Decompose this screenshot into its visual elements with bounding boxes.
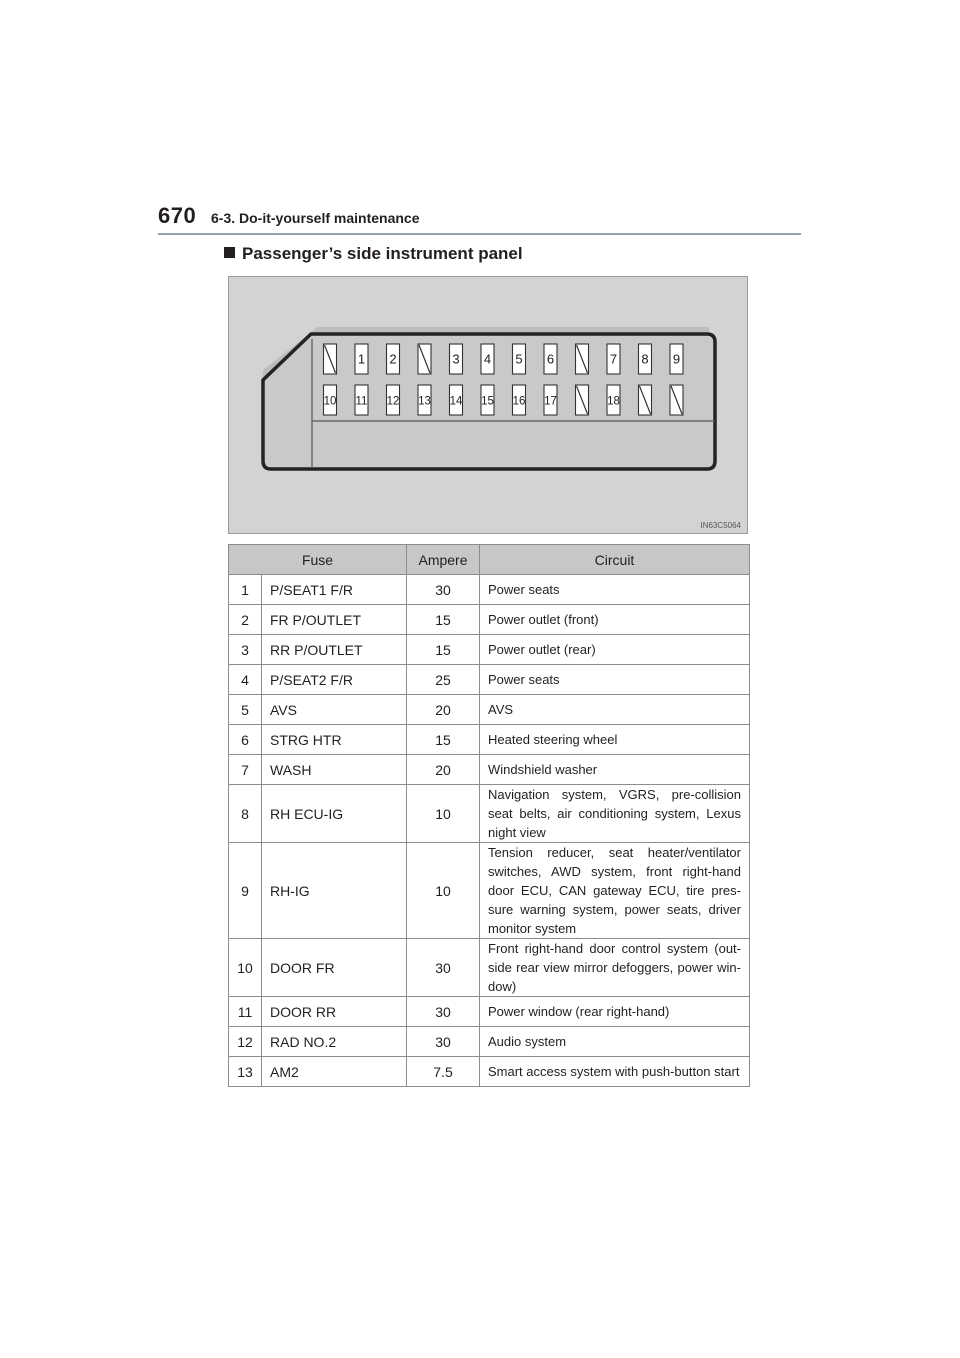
fuse-slot-label: 5 (515, 351, 523, 367)
fuse-slot-label: 13 (418, 395, 431, 408)
section-heading: 6-3. Do-it-yourself maintenance (211, 210, 420, 226)
fuse-ampere: 15 (407, 605, 480, 635)
fuse-number: 8 (229, 785, 262, 843)
fuse-name: DOOR RR (262, 997, 407, 1027)
table-row (229, 665, 750, 695)
fuse-ampere: 10 (407, 785, 480, 843)
fuse-box-diagram (229, 277, 747, 533)
fuse-number: 11 (229, 997, 262, 1027)
fuse-circuit: AVS (480, 695, 750, 725)
fuse-circuit: Smart access system with push-button start (480, 1057, 750, 1087)
table-row (229, 785, 750, 843)
fuse-table-header (229, 545, 750, 575)
fuse-ampere: 7.5 (407, 1057, 480, 1087)
table-row (229, 939, 750, 997)
section-title-text: Passenger’s side instrument panel (242, 244, 523, 263)
fuse-slot-label: 12 (386, 395, 400, 408)
fuse-number: 9 (229, 843, 262, 939)
fuse-name: FR P/OUTLET (262, 605, 407, 635)
table-row (229, 695, 750, 725)
fuse-circuit: Power window (rear right-hand) (480, 997, 750, 1027)
fuse-ampere: 15 (407, 635, 480, 665)
table-row (229, 635, 750, 665)
fuse-name: STRG HTR (262, 725, 407, 755)
fuse-ampere: 30 (407, 1027, 480, 1057)
fuse-name: DOOR FR (262, 939, 407, 997)
fuse-circuit: Power outlet (front) (480, 605, 750, 635)
fuse-number: 10 (229, 939, 262, 997)
square-bullet-icon (224, 247, 235, 258)
fuse-number: 4 (229, 665, 262, 695)
fuse-name: RAD NO.2 (262, 1027, 407, 1057)
page-number: 670 (158, 203, 197, 228)
fuse-circuit: Audio system (480, 1027, 750, 1057)
fuse-name: P/SEAT1 F/R (262, 575, 407, 605)
fuse-number: 3 (229, 635, 262, 665)
fuse-ampere: 10 (407, 843, 480, 939)
fuse-ampere: 25 (407, 665, 480, 695)
fuse-name: RR P/OUTLET (262, 635, 407, 665)
fuse-number: 12 (229, 1027, 262, 1057)
fuse-number: 13 (229, 1057, 262, 1087)
fuse-circuit: Navigation system, VGRS, pre-collision seat belts, air conditioning system, Lexus night view (480, 785, 750, 843)
fuse-circuit: Heated steering wheel (480, 725, 750, 755)
fuse-name: RH-IG (262, 843, 407, 939)
fuse-slot-label: 6 (546, 351, 555, 367)
fuse-slot-label: 2 (389, 351, 397, 367)
fuse-ampere: 30 (407, 997, 480, 1027)
fuse-ampere: 30 (407, 575, 480, 605)
table-row (229, 843, 750, 939)
fuse-number: 1 (229, 575, 262, 605)
fuse-slot-label: 4 (483, 351, 492, 367)
fuse-ampere: 20 (407, 755, 480, 785)
table-row (229, 755, 750, 785)
header-rule (158, 233, 801, 235)
header-ampere: Ampere (407, 545, 480, 575)
header-fuse: Fuse (229, 545, 407, 575)
table-row (229, 575, 750, 605)
fuse-slot-label: 9 (672, 351, 681, 367)
fuse-slot-label: 18 (607, 395, 620, 408)
fuse-slot-label: 3 (452, 351, 460, 367)
figure-code: IN63C5064 (700, 521, 741, 530)
fuse-box-figure (228, 276, 748, 534)
fuse-slot-label: 10 (323, 395, 337, 408)
fuse-ampere: 15 (407, 725, 480, 755)
table-row (229, 997, 750, 1027)
fuse-ampere: 20 (407, 695, 480, 725)
fuse-number: 2 (229, 605, 262, 635)
fuse-name: WASH (262, 755, 407, 785)
fuse-table (228, 544, 750, 1087)
header-circuit: Circuit (480, 545, 750, 575)
fuse-circuit: Front right-hand door control system (out-side rear view mirror defoggers, power win-dow) (480, 939, 750, 997)
fuse-slot-label: 7 (609, 351, 618, 367)
fuse-slot-label: 8 (641, 351, 649, 367)
table-row (229, 605, 750, 635)
table-row (229, 1027, 750, 1057)
fuse-name: AVS (262, 695, 407, 725)
fuse-slot-label: 14 (449, 395, 463, 408)
fuse-name: AM2 (262, 1057, 407, 1087)
section-title (224, 244, 523, 264)
fuse-number: 6 (229, 725, 262, 755)
fuse-circuit: Power outlet (rear) (480, 635, 750, 665)
fuse-ampere: 30 (407, 939, 480, 997)
fuse-slot-label: 11 (355, 395, 368, 408)
fuse-circuit: Windshield washer (480, 755, 750, 785)
fuse-slot-label: 1 (357, 351, 366, 367)
fuse-slot-label: 17 (544, 395, 557, 408)
fuse-circuit: Power seats (480, 665, 750, 695)
fuse-circuit: Tension reducer, seat heater/ventilator switches, AWD system, front right-hand door ECU, CAN gateway ECU, tire pres-sure warning system, power seats, driver monitor system (480, 843, 750, 939)
fuse-circuit: Power seats (480, 575, 750, 605)
fuse-number: 7 (229, 755, 262, 785)
fuse-name: RH ECU-IG (262, 785, 407, 843)
fuse-number: 5 (229, 695, 262, 725)
fuse-slot-label: 15 (481, 395, 494, 408)
table-row (229, 725, 750, 755)
fuse-slot-label: 16 (512, 395, 526, 408)
table-row (229, 1057, 750, 1087)
fuse-name: P/SEAT2 F/R (262, 665, 407, 695)
